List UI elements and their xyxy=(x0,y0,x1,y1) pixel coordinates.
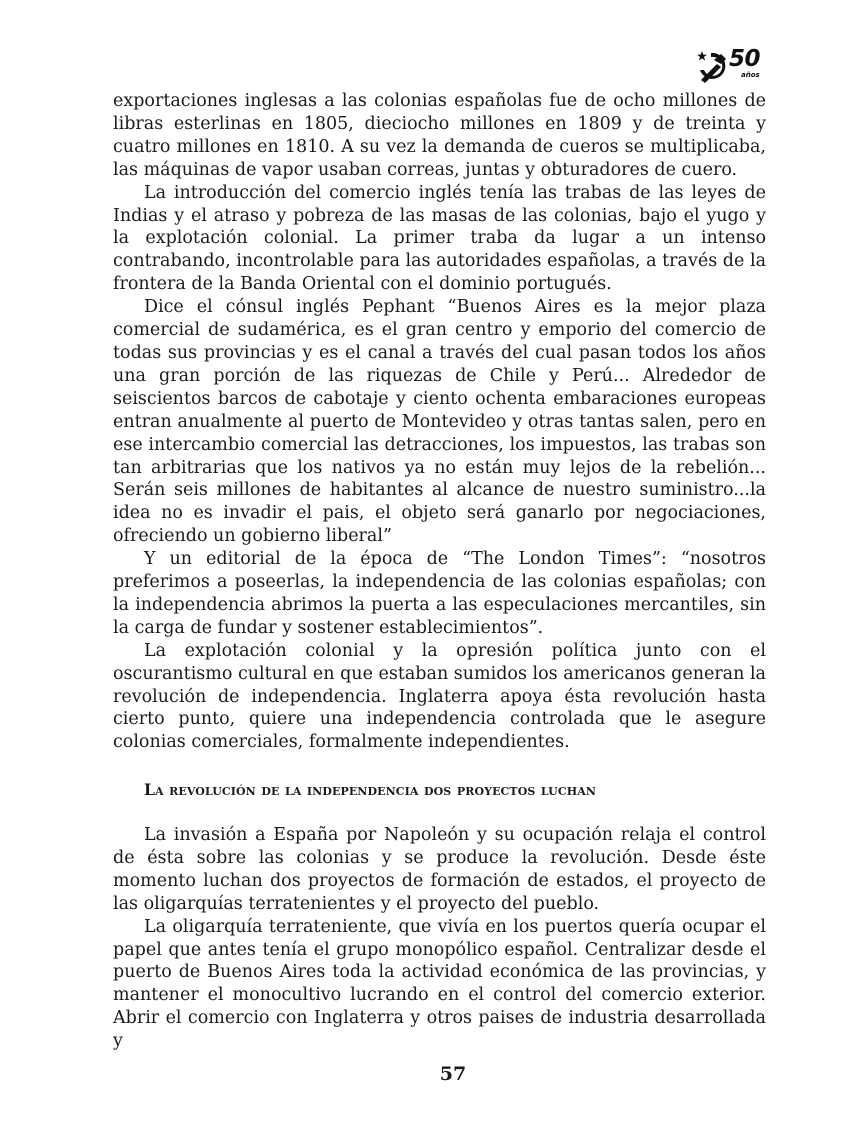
logo-subtitle: años xyxy=(741,71,760,79)
page-number: 57 xyxy=(439,1063,467,1085)
party-50-years-logo xyxy=(697,46,767,84)
body-text-top xyxy=(113,90,766,754)
section-heading: La revolución de la independencia dos proyectos luchan xyxy=(144,780,596,799)
body-text-bottom xyxy=(113,824,766,1053)
paragraph: Y un editorial de la época de “The London Times”: “nosotros preferimos a poseerlas, la independencia de las colonias españolas; con la independencia abrimos la puerta a las especulaciones mercantiles, sin la carga de fundar y sostener establecimientos”. xyxy=(113,549,766,638)
logo-number: 50 xyxy=(729,46,761,72)
paragraph: La explotación colonial y la opresión política junto con el oscurantismo cultural en que estaban sumidos los americanos generan la revolución de independencia. Inglaterra apoya ésta revolución hasta cierto punto, quiere una independencia controlada que le asegure colonias comerciales, formalmente independientes. xyxy=(113,640,766,753)
paragraph: La oligarquía terrateniente, que vivía en los puertos quería ocupar el papel que antes tenía el grupo monopólico español. Centralizar desde el puerto de Buenos Aires toda la actividad económica de las provincias, y mantener el monocultivo lucrando en el control del comercio exterior. Abrir el comercio con Inglaterra y otros paises de industria desarrollada y xyxy=(113,916,766,1052)
paragraph: La introducción del comercio inglés tenía las trabas de las leyes de Indias y el atraso y pobreza de las masas de las colonias, bajo el yugo y la explotación colonial. La primer traba da lugar a un intenso contrabando, incontrolable para las autoridades españolas, a través de la frontera de la Banda Oriental con el dominio portugués. xyxy=(113,182,766,295)
paragraph-continuation: exportaciones inglesas a las colonias españolas fue de ocho millones de libras esterlinas en 1805, dieciocho millones en 1809 y de treinta y cuatro millones en 1810. A su vez la demanda de cueros se multiplicaba, las máquinas de vapor usaban correas, juntas y obturadores de cuero. xyxy=(113,91,766,180)
hammer-sickle-star-icon xyxy=(697,50,731,84)
paragraph: Dice el cónsul inglés Pephant “Buenos Aires es la mejor plaza comercial de sudamérica, es el gran centro y emporio del comercio de todas sus provincias y es el canal a través del cual pasan todos los años una gran porción de las riquezas de Chile y Perú... Alrededor de seiscientos barcos de cabotaje y ciento ochenta embaraciones europeas entran anualmente al puerto de Montevideo y otras tantas salen, pero en ese intercambio comercial las detracciones, los impuestos, las trabas son tan arbitrarias que los nativos ya no están muy lejos de la rebelión... Serán seis millones de habitantes al alcance de nuestro suministro...la idea no es invadir el pais, el objeto será ganarlo por negociaciones, ofreciendo un gobierno liberal” xyxy=(113,297,766,547)
paragraph: La invasión a España por Napoleón y su ocupación relaja el control de ésta sobre las colonias y se produce la revolución. Desde éste momento luchan dos proyectos de formación de estados, el proyecto de las oligarquías terratenientes y el proyecto del pueblo. xyxy=(113,825,766,914)
